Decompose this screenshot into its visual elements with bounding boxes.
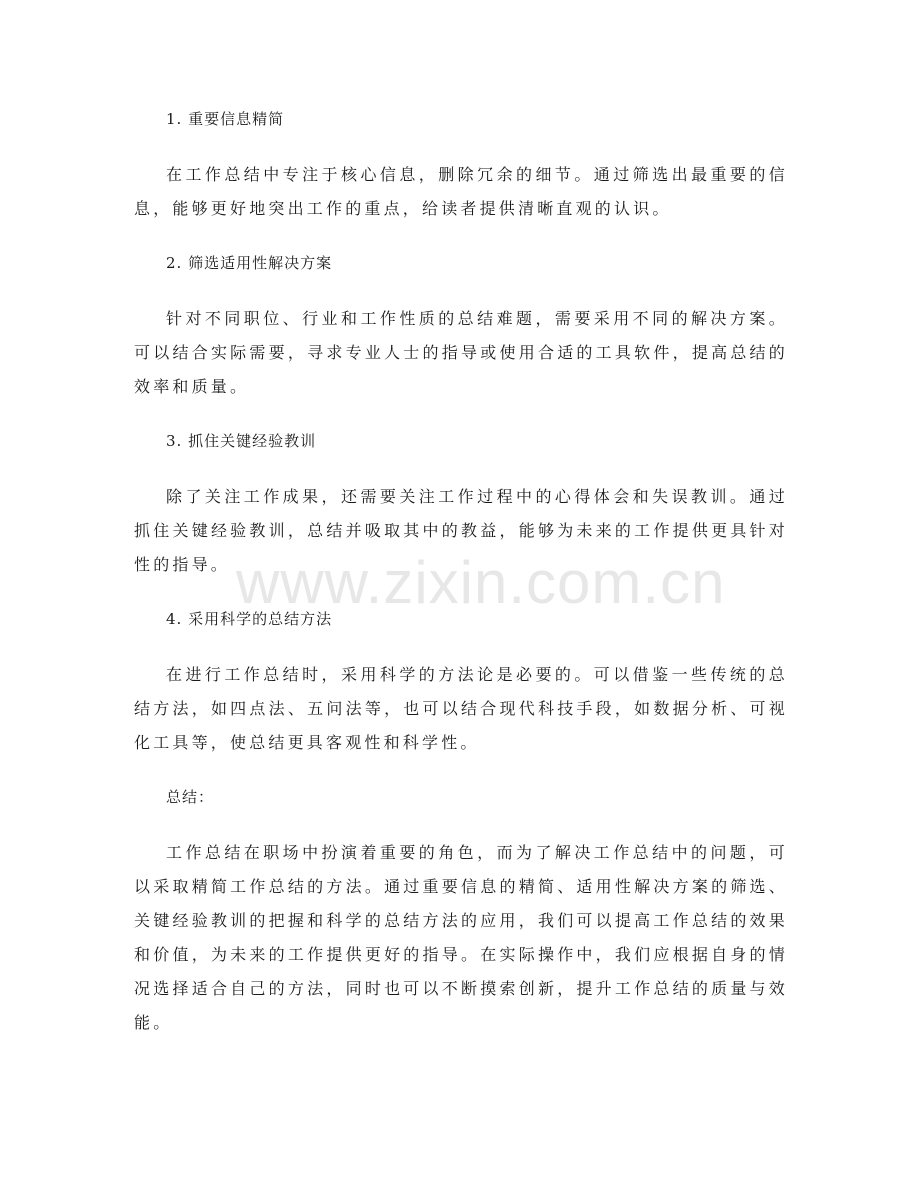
- watermark: www.zixin.com.cn: [236, 549, 726, 616]
- section-3-heading: 3. 抓住关键经验教训: [166, 432, 317, 450]
- summary-heading: 总结：: [166, 788, 215, 806]
- document-content: [134, 102, 788, 1040]
- section-4-body: 在进行工作总结时，采用科学的方法论是必要的。可以借鉴一些传统的总结方法，如四点法、五问法等，也可以结合现代科技手段，如数据分析、可视化工具等，使总结更具客观性和科学性。: [134, 665, 788, 752]
- section-2-body: 针对不同职位、行业和工作性质的总结难题，需要采用不同的解决方案。可以结合实际需要，寻求专业人士的指导或使用合适的工具软件，提高总结的效率和质量。: [134, 309, 788, 396]
- section-3-body: 除了关注工作成果，还需要关注工作过程中的心得体会和失误教训。通过抓住关键经验教训，总结并吸取其中的教益，能够为未来的工作提供更具针对性的指导。: [134, 487, 788, 574]
- section-1-body: 在工作总结中专注于核心信息，删除冗余的细节。通过筛选出最重要的信息，能够更好地突出工作的重点，给读者提供清晰直观的认识。: [134, 165, 788, 218]
- section-2-heading: 2. 筛选适用性解决方案: [166, 254, 333, 272]
- section-4-heading: 4. 采用科学的总结方法: [166, 610, 333, 628]
- summary-body: 工作总结在职场中扮演着重要的角色，而为了解决工作总结中的问题，可以采取精简工作总结的方法。通过重要信息的精简、适用性解决方案的筛选、关键经验教训的把握和科学的总结方法的应用，我们可以提高工作总结的效果和价值，为未来的工作提供更好的指导。在实际操作中，我们应根据自身的情况选择适合自己的方法，同时也可以不断摸索创新，提升工作总结的质量与效能。: [134, 843, 788, 1032]
- section-1-heading: 1. 重要信息精简: [166, 110, 285, 128]
